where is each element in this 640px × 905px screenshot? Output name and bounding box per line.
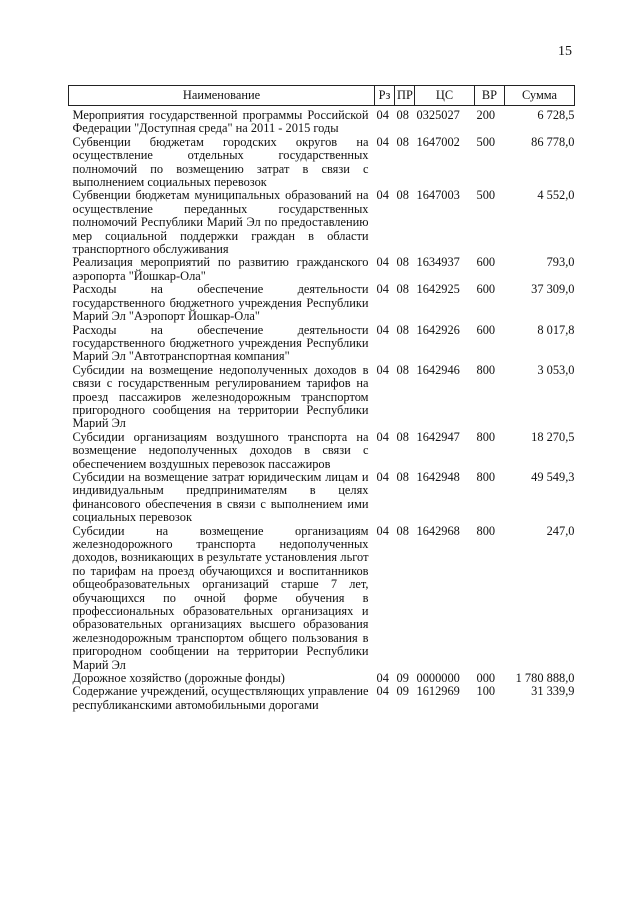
row-vr-cell: 800 — [476, 429, 496, 444]
row-name-cell: Содержание учреждений, осуществляющих управление республиканскими автомобильными дорогами — [72, 684, 369, 712]
row-vr-cell: 500 — [476, 134, 496, 149]
row-name-cell: Субвенции бюджетам муниципальных образований на осуществление переданных государственных полномочий Республики Марий Эл по предоставлению мер социальной поддержки граждан в области транспортного обслуживания — [72, 188, 369, 257]
row-cs-cell: 1647003 — [416, 188, 460, 203]
row-rz-cell: 04 — [376, 134, 389, 149]
row-vr-cell: 800 — [476, 362, 496, 377]
table-row — [69, 431, 575, 471]
row-pr-cell: 08 — [396, 469, 409, 484]
row-vr-cell: 600 — [476, 322, 496, 337]
row-pr-cell: 09 — [396, 684, 409, 699]
row-cs-cell: 1642925 — [416, 282, 460, 297]
row-pr-cell: 08 — [396, 255, 409, 270]
row-cs-cell: 1634937 — [416, 255, 460, 270]
row-name-cell: Субсидии на возмещение недополученных доходов в связи с государственным регулированием тарифов на проезд пассажиров железнодорожным транспортом пригородного сообщения на территории Республики Марий Эл — [72, 362, 369, 431]
row-sum-cell: 37 309,0 — [531, 282, 575, 297]
table-header-row — [69, 86, 575, 106]
row-name-cell: Дорожное хозяйство (дорожные фонды) — [72, 671, 285, 686]
row-pr-cell: 08 — [396, 108, 409, 122]
table-row — [69, 283, 575, 323]
page-number: 15 — [558, 44, 572, 59]
row-cs-cell: 1647002 — [416, 134, 460, 149]
header-name: Наименование — [69, 86, 375, 106]
row-rz-cell: 04 — [376, 523, 389, 538]
row-pr-cell: 08 — [396, 188, 409, 203]
table-row — [69, 189, 575, 256]
row-sum-cell: 49 549,3 — [531, 469, 575, 484]
header-vr: ВР — [475, 86, 505, 106]
row-name-cell: Расходы на обеспечение деятельности государственного бюджетного учреждения Республики Марий Эл "Аэропорт Йошкар-Ола" — [72, 282, 369, 324]
table-row — [69, 685, 575, 712]
table-row — [69, 136, 575, 190]
budget-table — [68, 85, 575, 712]
table-row — [69, 324, 575, 364]
row-sum-cell: 247,0 — [546, 523, 575, 538]
row-rz-cell: 04 — [376, 671, 389, 686]
row-pr-cell: 08 — [396, 322, 409, 337]
table-body — [69, 106, 575, 713]
table-row — [69, 106, 575, 136]
row-pr-cell: 08 — [396, 523, 409, 538]
row-name-cell: Мероприятия государственной программы Российской Федерации "Доступная среда" на 2011 - 2015 годы — [72, 108, 369, 136]
row-name-cell: Субсидии организациям воздушного транспорта на возмещение недополученных доходов в связи с обеспечением воздушных перевозок пассажиров — [72, 429, 369, 471]
row-sum-cell: 86 778,0 — [531, 134, 575, 149]
row-vr-cell: 100 — [476, 684, 496, 699]
row-sum-cell: 6 728,5 — [537, 108, 575, 122]
row-pr-cell: 08 — [396, 282, 409, 297]
row-vr-cell: 500 — [476, 188, 496, 203]
header-pr: ПР — [395, 86, 415, 106]
row-sum-cell: 8 017,8 — [537, 322, 575, 337]
row-vr-cell: 800 — [476, 469, 496, 484]
table-row — [69, 672, 575, 685]
row-cs-cell: 1642947 — [416, 429, 460, 444]
table-row — [69, 525, 575, 672]
table-row — [69, 256, 575, 283]
row-vr-cell: 000 — [476, 671, 496, 686]
row-name-cell: Субсидии на возмещение организациям железнодорожного транспорта недополученных доходов, возникающих в результате установления льгот по тарифам на проезд обучающихся и воспитанников общеобразовательных организаций старше 7 лет, обучающихся по очной форме обучения в профессиональных образовательных организациях и образовательных организациях высшего образования железнодорожным транспортом общего пользования в пригородном сообщении на территории Республики Марий Эл — [72, 523, 369, 672]
row-name-cell: Субвенции бюджетам городских округов на осуществление отдельных государственных полномочий по возмещению затрат в связи с выполнением социальных перевозок — [72, 134, 369, 190]
row-rz-cell: 04 — [376, 282, 389, 297]
row-rz-cell: 04 — [376, 255, 389, 270]
row-rz-cell: 04 — [376, 429, 389, 444]
row-cs-cell: 0000000 — [416, 671, 460, 686]
row-rz-cell: 04 — [376, 469, 389, 484]
row-cs-cell: 1612969 — [416, 684, 460, 699]
table-row — [69, 471, 575, 525]
row-pr-cell: 08 — [396, 429, 409, 444]
row-vr-cell: 800 — [476, 523, 496, 538]
header-rz: Рз — [375, 86, 395, 106]
row-cs-cell: 0325027 — [416, 108, 460, 122]
row-vr-cell: 200 — [476, 108, 496, 122]
row-rz-cell: 04 — [376, 362, 389, 377]
row-rz-cell: 04 — [376, 188, 389, 203]
row-sum-cell: 3 053,0 — [537, 362, 575, 377]
row-sum-cell: 793,0 — [546, 255, 575, 270]
row-vr-cell: 600 — [476, 282, 496, 297]
row-rz-cell: 04 — [376, 322, 389, 337]
row-rz-cell: 04 — [376, 684, 389, 699]
row-rz-cell: 04 — [376, 108, 389, 122]
row-pr-cell: 08 — [396, 134, 409, 149]
row-sum-cell: 1 780 888,0 — [515, 671, 575, 686]
row-vr-cell: 600 — [476, 255, 496, 270]
header-sum: Сумма — [505, 86, 575, 106]
row-sum-cell: 4 552,0 — [537, 188, 575, 203]
row-cs-cell: 1642926 — [416, 322, 460, 337]
row-pr-cell: 08 — [396, 362, 409, 377]
row-cs-cell: 1642948 — [416, 469, 460, 484]
row-pr-cell: 09 — [396, 671, 409, 686]
row-cs-cell: 1642968 — [416, 523, 460, 538]
table-row — [69, 364, 575, 431]
row-sum-cell: 18 270,5 — [531, 429, 575, 444]
row-name-cell: Реализация мероприятий по развитию гражданского аэропорта "Йошкар-Ола" — [72, 255, 369, 283]
row-sum-cell: 31 339,9 — [531, 684, 575, 699]
header-cs: ЦС — [415, 86, 475, 106]
row-name-cell: Субсидии на возмещение затрат юридическим лицам и индивидуальным предпринимателям в целях финансового обеспечения в связи с выполнением ими социальных перевозок — [72, 469, 369, 525]
row-cs-cell: 1642946 — [416, 362, 460, 377]
row-name-cell: Расходы на обеспечение деятельности государственного бюджетного учреждения Республики Марий Эл "Автотранспортная компания" — [72, 322, 369, 364]
